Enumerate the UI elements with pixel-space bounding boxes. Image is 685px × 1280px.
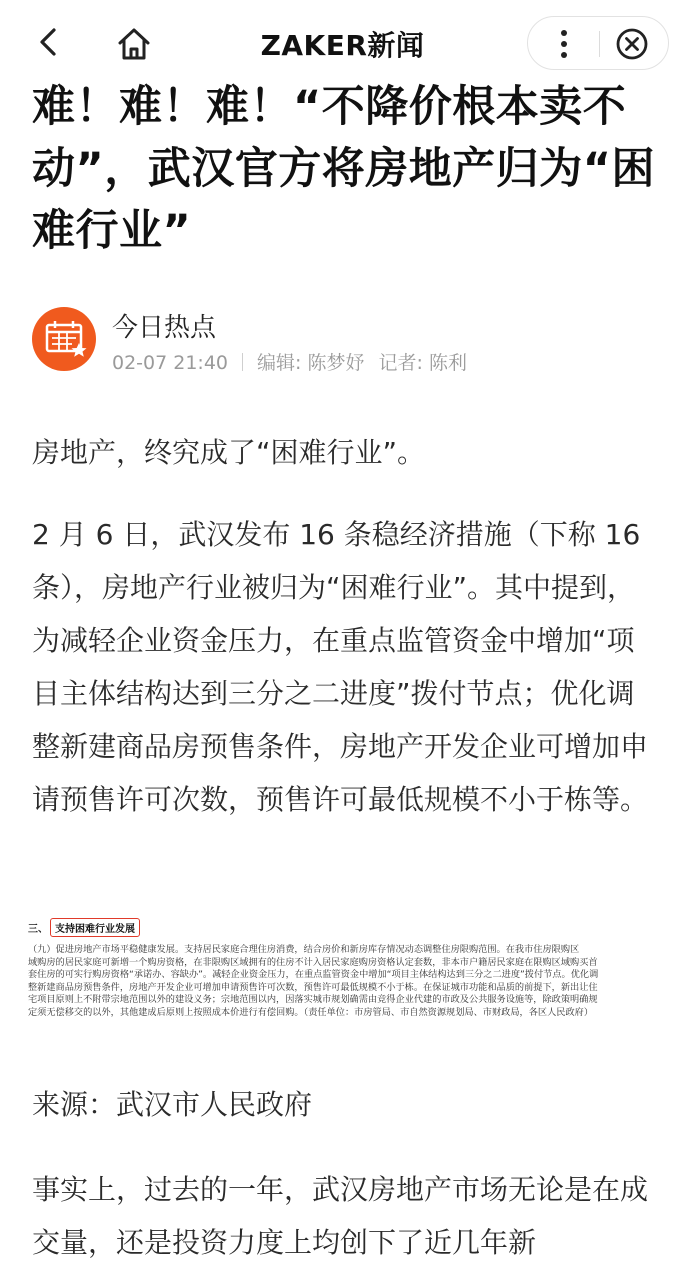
meta-divider [242, 353, 243, 371]
article-paragraph: 2 月 6 日，武汉发布 16 条稳经济措施（下称 16 条），房地产行业被归为“困难行业”。其中提到，为减轻企业资金压力，在重点监管资金中增加“项目主体结构达到三分之二进度”拨付节点；优化调整新建商品房预售条件，房地产开发企业可增加申请预售许可次数，预售许可最低规模不小于栋等。 [32, 518, 649, 816]
doc-section-title: 支持困难行业发展 [50, 918, 140, 937]
publish-time: 02-07 21:40 [112, 352, 229, 374]
app-title: ZAKER新闻 [260, 29, 425, 62]
article-paragraph: 事实上，过去的一年，武汉房地产市场无论是在成交量，还是投资力度上均创下了近几年新 [32, 1173, 649, 1259]
doc-line: 宅项目原则上不附带宗地范围以外的建设义务；宗地范围以内，因落实城市规划确需由竞得企业代建的市政及公共服务设施等，除政策明确规 [28, 994, 598, 1006]
close-icon[interactable] [614, 26, 650, 62]
mini-program-capsule [527, 16, 669, 70]
article-paragraph: 房地产，终究成了“困难行业”。 [32, 436, 426, 469]
source-avatar[interactable] [32, 307, 96, 371]
article-document-image[interactable] [18, 916, 668, 1018]
capsule-divider [599, 31, 600, 57]
doc-line: 整新建商品房预售条件，房地产开发企业可增加申请预售许可次数，预售许可最低规模不小于栋。在保证城市功能和品质的前提下，新出让住 [28, 981, 598, 993]
doc-line: 定须无偿移交的以外，其他建成后原则上按照成本价进行有偿回购。（责任单位：市房管局、市自然资源规划局、市财政局，各区人民政府） [28, 1006, 594, 1018]
top-navbar [0, 0, 685, 86]
more-options-icon[interactable] [552, 27, 576, 61]
doc-line: 套住房的可实行购房资格“承诺办、容缺办”。减轻企业资金压力，在重点监管资金中增加“项目主体结构达到三分之二进度”拨付节点。优化调 [28, 969, 599, 981]
article-title: 难！难！难！“不降价根本卖不动”，武汉官方将房地产归为“困难行业” [32, 82, 656, 256]
doc-text-block [28, 944, 660, 1020]
doc-section-prefix: 三、 [28, 924, 48, 935]
doc-line: （九）促进房地产市场平稳健康发展。支持居民家庭合理住房消费，结合房价和新房库存情况动态调整住房限购范围。在我市住房限购区 [28, 944, 580, 955]
doc-line: 域购房的居民家庭可新增一个购房资格，在非限购区域拥有的住房不计入居民家庭购房资格认定套数，非本市户籍居民家庭在限购区域购买首 [28, 956, 598, 968]
article-meta [112, 348, 467, 375]
editor-name: 编辑: 陈梦妤 [257, 352, 365, 374]
calendar-star-icon [32, 307, 96, 371]
reporter-name: 记者: 陈利 [378, 352, 467, 374]
source-line: 来源：武汉市人民政府 [32, 1088, 313, 1121]
source-name[interactable]: 今日热点 [112, 313, 217, 343]
